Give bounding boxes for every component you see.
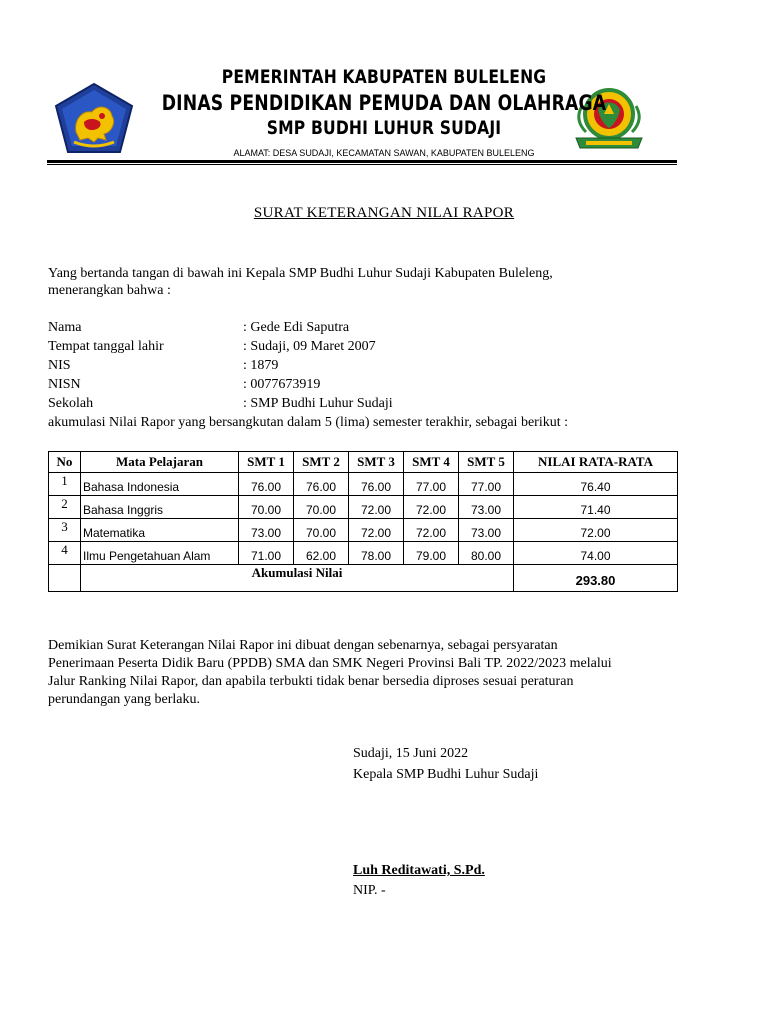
row-smt3: 72.00 xyxy=(349,519,404,542)
header-average: NILAI RATA-RATA xyxy=(514,452,678,473)
row-smt1: 70.00 xyxy=(239,496,294,519)
row-smt5: 77.00 xyxy=(459,473,514,496)
field-value-nis: : 1879 xyxy=(243,358,279,373)
document-title: SURAT KETERANGAN NILAI RAPOR xyxy=(253,205,515,221)
row-average: 72.00 xyxy=(514,519,678,542)
signature-place-date: Sudaji, 15 Juni 2022 xyxy=(353,746,469,761)
field-value-nisn: : 0077673919 xyxy=(243,377,321,392)
table-total-row xyxy=(49,565,678,592)
row-smt2: 62.00 xyxy=(294,542,349,565)
accumulation-text: akumulasi Nilai Rapor yang bersangkutan dalam 5 (lima) semester terakhir, sebagai berikut : xyxy=(48,415,568,430)
closing-line-1: Demikian Surat Keterangan Nilai Rapor ini dibuat dengan sebenarnya, sebagai persyaratan xyxy=(48,638,558,653)
row-smt2: 70.00 xyxy=(294,519,349,542)
row-subject: Bahasa Indonesia xyxy=(81,473,239,496)
signatory-name: Luh Reditawati, S.Pd. xyxy=(353,863,485,878)
row-no: 1 xyxy=(49,473,81,496)
table-row xyxy=(49,542,678,565)
row-smt4: 72.00 xyxy=(404,496,459,519)
row-smt1: 71.00 xyxy=(239,542,294,565)
signatory-nip: NIP. - xyxy=(353,883,386,898)
total-empty-cell xyxy=(49,565,81,592)
row-no: 2 xyxy=(49,496,81,519)
intro-text-line-2: menerangkan bahwa : xyxy=(48,283,171,298)
row-subject: Bahasa Inggris xyxy=(81,496,239,519)
letterhead-divider-thin xyxy=(47,164,677,165)
row-smt4: 79.00 xyxy=(404,542,459,565)
closing-line-2: Penerimaan Peserta Didik Baru (PPDB) SMA dan SMK Negeri Provinsi Bali TP. 2022/2023 melalui xyxy=(48,656,612,671)
closing-line-3: Jalur Ranking Nilai Rapor, dan apabila terbukti tidak benar bersedia diproses sesuai peraturan xyxy=(48,674,574,689)
field-label-sekolah: Sekolah xyxy=(48,396,94,411)
total-label: Akumulasi Nilai xyxy=(81,565,514,592)
table-row xyxy=(49,473,678,496)
row-smt2: 76.00 xyxy=(294,473,349,496)
signature-role: Kepala SMP Budhi Luhur Sudaji xyxy=(353,767,539,782)
row-smt3: 72.00 xyxy=(349,496,404,519)
field-label-nis: NIS xyxy=(48,358,71,373)
row-smt4: 72.00 xyxy=(404,519,459,542)
row-subject: Ilmu Pengetahuan Alam xyxy=(81,542,239,565)
letterhead-address: ALAMAT: DESA SUDAJI, KECAMATAN SAWAN, KABUPATEN BULELENG xyxy=(233,148,535,158)
header-smt2: SMT 2 xyxy=(294,452,349,473)
field-label-nisn: NISN xyxy=(48,377,81,392)
letterhead-government-line: PEMERINTAH KABUPATEN BULELENG xyxy=(221,66,547,88)
header-smt4: SMT 4 xyxy=(404,452,459,473)
row-smt4: 77.00 xyxy=(404,473,459,496)
letterhead-department-line: DINAS PENDIDIKAN PEMUDA DAN OLAHRAGA xyxy=(161,91,607,115)
field-value-ttl: : Sudaji, 09 Maret 2007 xyxy=(243,339,376,354)
row-average: 76.40 xyxy=(514,473,678,496)
row-smt1: 73.00 xyxy=(239,519,294,542)
row-no: 3 xyxy=(49,519,81,542)
row-smt5: 73.00 xyxy=(459,496,514,519)
field-value-nama: : Gede Edi Saputra xyxy=(243,320,350,335)
total-value: 293.80 xyxy=(514,565,678,592)
table-row xyxy=(49,496,678,519)
row-no: 4 xyxy=(49,542,81,565)
header-no: No xyxy=(49,452,81,473)
row-smt5: 73.00 xyxy=(459,519,514,542)
row-average: 71.40 xyxy=(514,496,678,519)
row-smt1: 76.00 xyxy=(239,473,294,496)
table-row xyxy=(49,519,678,542)
row-smt3: 76.00 xyxy=(349,473,404,496)
row-smt2: 70.00 xyxy=(294,496,349,519)
row-subject: Matematika xyxy=(81,519,239,542)
field-value-sekolah: : SMP Budhi Luhur Sudaji xyxy=(243,396,393,411)
row-smt5: 80.00 xyxy=(459,542,514,565)
letterhead-divider-thick xyxy=(47,160,677,163)
header-subject: Mata Pelajaran xyxy=(81,452,239,473)
header-smt1: SMT 1 xyxy=(239,452,294,473)
field-label-nama: Nama xyxy=(48,320,82,335)
grades-table xyxy=(48,451,678,592)
closing-line-4: perundangan yang berlaku. xyxy=(48,692,200,707)
row-smt3: 78.00 xyxy=(349,542,404,565)
intro-text-line-1: Yang bertanda tangan di bawah ini Kepala SMP Budhi Luhur Sudaji Kabupaten Buleleng, xyxy=(48,266,553,281)
field-label-ttl: Tempat tanggal lahir xyxy=(48,339,164,354)
letterhead-school-line: SMP BUDHI LUHUR SUDAJI xyxy=(266,117,502,139)
row-average: 74.00 xyxy=(514,542,678,565)
table-header-row xyxy=(49,452,678,473)
header-smt5: SMT 5 xyxy=(459,452,514,473)
header-smt3: SMT 3 xyxy=(349,452,404,473)
